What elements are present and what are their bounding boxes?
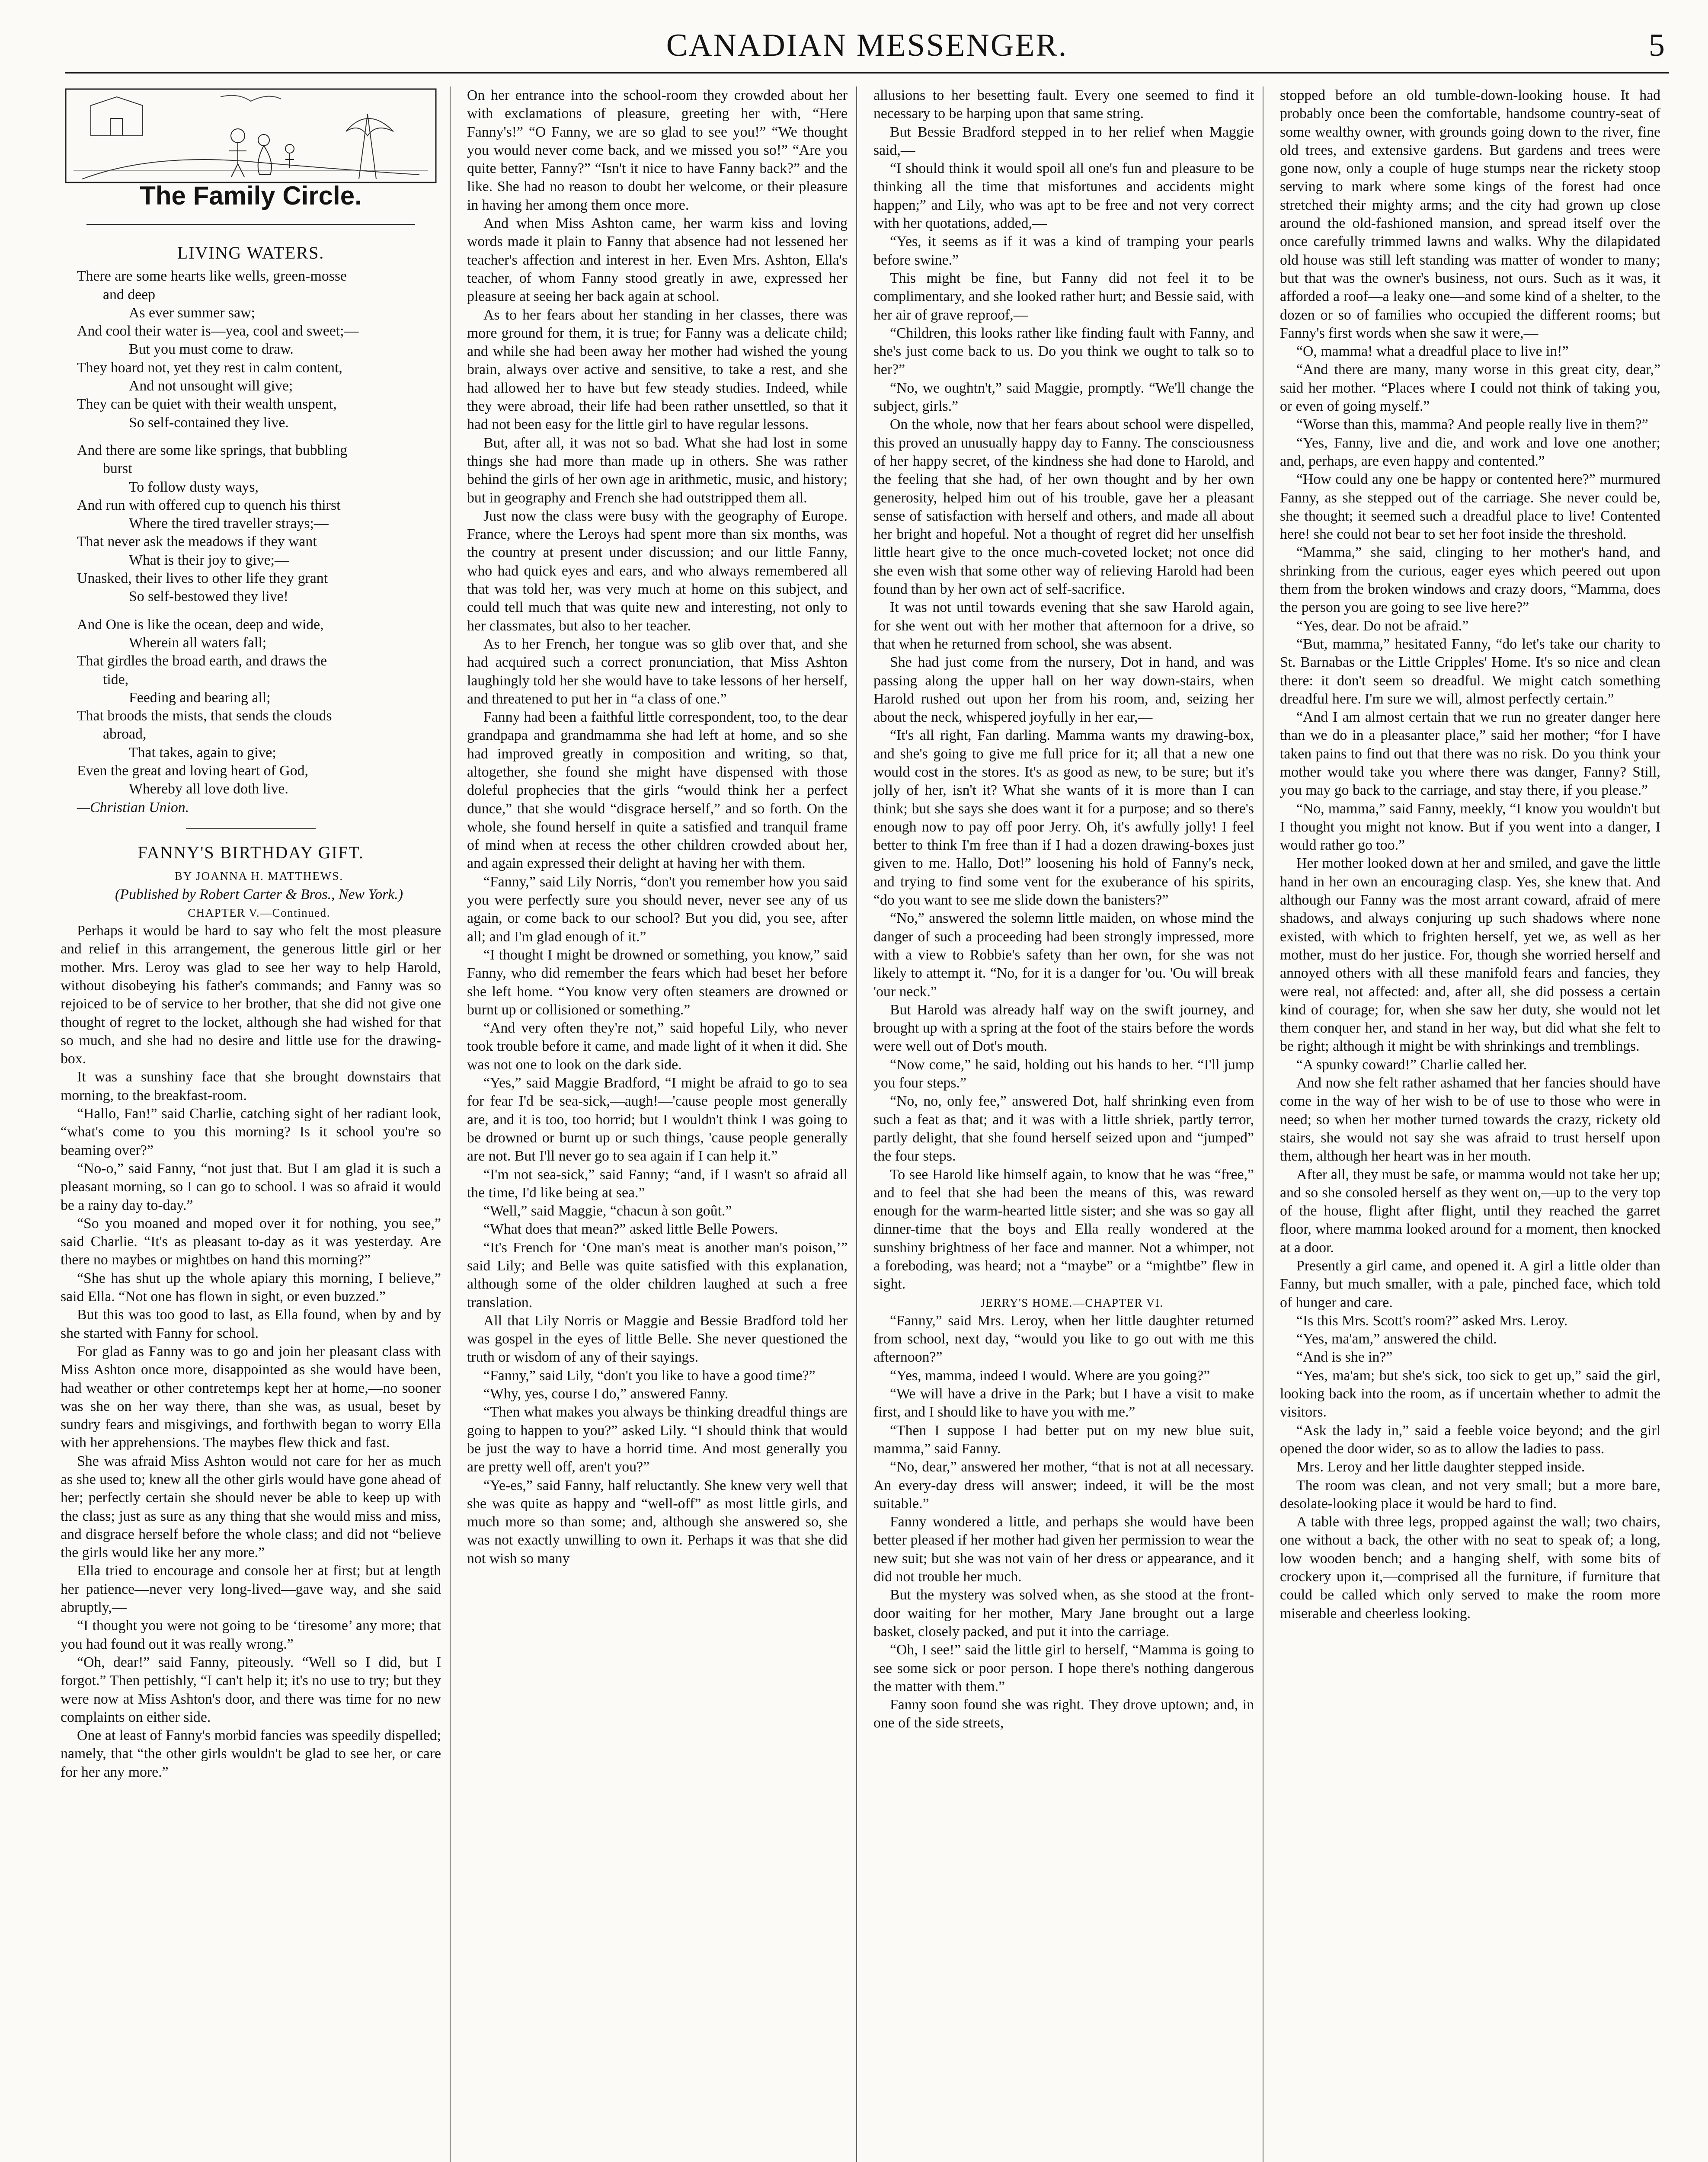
- story-paragraph: “It's French for ‘One man's meat is another man's poison,’” said Lily; and Belle was quite satisfied with this explanation, although some of the older children laughed at such a free translation.: [467, 1239, 848, 1311]
- story-paragraph: All that Lily Norris or Maggie and Bessie Bradford told her was gospel in the eyes of little Belle. She never questioned the truth or wisdom of any of their sayings.: [467, 1312, 848, 1366]
- story-paragraph: “So you moaned and moped over it for nothing, you see,” said Charlie. “It's as pleasant to-day as it was yesterday. Are there no maybes or mightbes on hand this morning?”: [61, 1215, 441, 1268]
- column-4: [1280, 86, 1660, 2162]
- poem-line: And run with offered cup to quench his thirst: [77, 497, 341, 513]
- poem-title: LIVING WATERS.: [177, 243, 325, 262]
- story-paragraph: One at least of Fanny's morbid fancies was speedily dispelled; namely, that “the other girls wouldn't be glad to see her, or care for her any more.”: [61, 1727, 441, 1780]
- story-paragraph: She had just come from the nursery, Dot in hand, and was passing along the upper hall on her way down-stairs, when Harold rushed out upon her from his room, and, seizing her about the neck, whispered joyfully in her ear,—: [873, 654, 1254, 726]
- story-paragraph: “We will have a drive in the Park; but I have a visit to make first, and I should like to have you with me.”: [873, 1386, 1254, 1420]
- poem-line: But you must come to draw.: [129, 341, 294, 358]
- poem-line: [61, 606, 441, 616]
- story-paragraph: “Now come,” he said, holding out his hands to her. “I'll jump you four steps.”: [873, 1056, 1254, 1091]
- story-paragraph: The room was clean, and not very small; but a more bare, desolate-looking place it would be hard to find.: [1280, 1477, 1660, 1512]
- story-paragraph: “No, mamma,” said Fanny, meekly, “I know you wouldn't but I thought you might not know. But if you went into a danger, I would rather go too.”: [1280, 800, 1660, 854]
- poem-body: [61, 267, 441, 798]
- story-paragraph: Ella tried to encourage and console her at first; but at length her patience—never very long-lived—gave way, and she said abruptly,—: [61, 1563, 441, 1616]
- story-paragraph: “Yes, ma'am; but she's sick, too sick to get up,” said the girl, looking back into the room, as if uncertain whether to admit the visitors.: [1280, 1367, 1660, 1420]
- story-paragraph: It was a sunshiny face that she brought downstairs that morning, to the breakfast-room.: [61, 1069, 441, 1103]
- column-divider: [450, 86, 451, 2162]
- chapter-heading: CHAPTER V.—Continued.: [188, 906, 330, 919]
- story-title: FANNY'S BIRTHDAY GIFT.: [138, 842, 364, 862]
- story-paragraph: “No, no, only fee,” answered Dot, half shrinking even from such a feat as that; and it was with a little shriek, partly terror, partly delight, that she found herself seized upon and “jumped” the four steps.: [873, 1093, 1254, 1164]
- poem-line: abroad,: [103, 726, 147, 742]
- story-paragraph: “Oh, I see!” said the little girl to herself, “Mamma is going to see some sick or poor person. I hope there's nothing dangerous the matter with them.”: [873, 1642, 1254, 1695]
- section-rule: [186, 828, 316, 829]
- story-paragraph: But, after all, it was not so bad. What she had lost in some things she had more than made up in others. She was rather behind the girls of her own age in arithmetic, music, and history; but in geography and French she had outstripped them all.: [467, 435, 848, 506]
- story-paragraph: It was not until towards evening that she saw Harold again, for she went out with her mother that afternoon for a drive, so that when he returned from school, she was absent.: [873, 599, 1254, 652]
- story-paragraph: “A spunky coward!” Charlie called her.: [1296, 1056, 1527, 1073]
- poem-line: Whereby all love doth live.: [129, 781, 288, 797]
- poem-line: That takes, again to give;: [129, 744, 276, 761]
- story-paragraph: “No,” answered the solemn little maiden, on whose mind the danger of such a proceeding had been strongly impressed, more with a view to Robbie's safety than her own, for she was not likely to attempt it. “No, for it is a danger for 'ou. 'Ou will break 'our neck.”: [873, 910, 1254, 1000]
- poem-line: And One is like the ocean, deep and wide,: [77, 616, 324, 633]
- story-paragraph: “She has shut up the whole apiary this morning, I believe,” said Ella. “Not one has flown in sight, or even buzzed.”: [61, 1270, 441, 1305]
- poem-line: That broods the mists, that sends the clouds: [77, 708, 332, 724]
- poem-line: tide,: [103, 671, 129, 688]
- story-paragraph: As to her fears about her standing in her classes, there was more ground for them, it is true; for Fanny was a delicate child; and while she had been away her mother had wished the young brain, always over active and sensitive, to take a rest, and she had allowed her to have but few steady studies. Indeed, while they were abroad, their life had been rather unsettled, so that it had not been easy for the little girl to have regular lessons.: [467, 307, 848, 433]
- story-paragraph: “Ask the lady in,” said a feeble voice beyond; and the girl opened the door wider, so as to allow the ladies to pass.: [1280, 1422, 1660, 1457]
- story-paragraph: “And very often they're not,” said hopeful Lily, who never took trouble before it came, and made light of it when it did. She was not one to look on the dark side.: [467, 1020, 848, 1073]
- family-circle-title: The Family Circle.: [140, 181, 362, 210]
- banner-rule: [86, 224, 415, 225]
- story-paragraph: “I thought you were not going to be ‘tiresome’ any more; that you had found out it was really wrong.”: [61, 1618, 441, 1652]
- chapter-vi-heading: JERRY'S HOME.—CHAPTER VI.: [980, 1296, 1164, 1309]
- column-2-text: [467, 86, 848, 1568]
- story-paragraph: “I should think it would spoil all one's fun and pleasure to be thinking all the time that misfortunes and accidents might happen;” and Lily, who was apt to be free and not very correct with her quotations, added,—: [873, 160, 1254, 232]
- story-paragraph: “Mamma,” she said, clinging to her mother's hand, and shrinking from the curious, eager eyes which peered out upon them from the broken windows and crazy doors, “Mamma, does the person you are going to see live here?”: [1280, 544, 1660, 616]
- column-2: [467, 86, 848, 2162]
- story-paragraph: Fanny had been a faithful little correspondent, too, to the dear grandpapa and grandmamma she had left at home, and so she had improved greatly in composition and writing, so that, altogether, she found she might have dispensed with those doleful prophecies that the girls “would think her a perfect dunce,” that she would “disgrace herself,” and so forth. On the whole, she found herself in quite a satisfied and tranquil frame of mind when at recess the other children crowded about her, and again expressed their delight at having her with them.: [467, 709, 848, 872]
- column-1-text: [61, 922, 441, 1781]
- story-paragraph: “It's all right, Fan darling. Mamma wants my drawing-box, and she's going to give me full price for it; all that a new one would cost in the stores. It's as good as new, to be sure; but it's jolly of her, isn't it? What she wants of it is more than I can think; but she says she does want it for a purpose; and so there's enough now to pay off poor Jerry. Oh, it's awfully jolly! I feel better to think I'm free than if I had a dozen drawing-boxes just given to me. Hallo, Dot!” loosening his hold of Fanny's neck, and trying to find some vent for the exuberance of his spirits, “do you want to see me slide down the banisters?”: [873, 727, 1254, 908]
- story-paragraph: “Then what makes you always be thinking dreadful things are going to happen to you?” asked Lily. “I should think that would be just the way to have a horrid time. And most generally you are pretty well off, aren't you?”: [467, 1404, 848, 1475]
- story-paragraph: “Yes, it seems as if it was a kind of tramping your pearls before swine.”: [873, 233, 1254, 268]
- story-paragraph: “Yes, dear. Do not be afraid.”: [1296, 617, 1469, 634]
- poem-line: Unasked, their lives to other life they grant: [77, 570, 328, 587]
- family-scene-illustration: [61, 86, 441, 185]
- story-paragraph: stopped before an old tumble-down-looking house. It had probably once been the comfortable, handsome country-seat of some wealthy owner, with grounds going down to the river, fine old trees, and extensive gardens. But gardens and trees were gone now, only a couple of huge stumps near the rickety stoop serving to mark where some kings of the forest had once stretched their mighty arms; and the city had grown up close around the old-fashioned mansion, and spread itself over the once carefully trimmed lawns and walks. Why the dilapidated old house was still left standing was matter of wonder to many; but that was the owner's business, not ours. Such as it was, it afforded a roof—a leaky one—and some kind of a shelter, to the dozen or so of families who occupied the different rooms; but Fanny's first words when she saw it were,—: [1280, 87, 1660, 341]
- page-number: 5: [1649, 28, 1665, 63]
- story-paragraph: “Then I suppose I had better put on my new blue suit, mamma,” said Fanny.: [873, 1422, 1254, 1457]
- poem-line: So self-bestowed they live!: [129, 588, 288, 605]
- story-paragraph: On the whole, now that her fears about school were dispelled, this proved an unusually happy day to Fanny. The consciousness of her happy secret, of the kindness she had done to Harold, and the feeling that she had, of her own thought and by her own generosity, helped him out of his trouble, gave her a pleasant sense of satisfaction with herself and others, and made all about her bright and hopeful. Not a thought of regret did her unselfish little heart give to the once much-coveted locket; not once did she even wish that some other way of relieving Harold had been found than by her own act of self-sacrifice.: [873, 416, 1254, 598]
- story-paragraph: And when Miss Ashton came, her warm kiss and loving words made it plain to Fanny that absence had not lessened her teacher's affection and interest in her. Even Mrs. Ashton, Ella's teacher, of whom Fanny stood greatly in awe, expressed her pleasure at seeing her back again at school.: [467, 215, 848, 305]
- story-paragraph: Presently a girl came, and opened it. A girl a little older than Fanny, but much smaller, with a pale, pinched face, which told of hunger and care.: [1280, 1258, 1660, 1311]
- story-paragraph: On her entrance into the school-room they crowded about her with exclamations of pleasure, greeting her with, “Here Fanny's!” “O Fanny, we are so glad to see you!” “We thought you would never come back, and we missed you so!” “Are you quite better, Fanny?” “Isn't it nice to have Fanny back?” and the like. She had no reason to doubt her welcome, or their pleasure in having her among them once more.: [467, 87, 848, 213]
- story-paragraph: She was afraid Miss Ashton would not care for her as much as she used to; knew all the other girls would have gone ahead of her; perfectly certain she should never be able to keep up with the class; just as sure as any thing that she would miss and miss, and disgrace herself before the whole class; and did not “believe the girls would like her any more.”: [61, 1453, 441, 1561]
- story-paragraph: “No-o,” said Fanny, “not just that. But I am glad it is such a pleasant morning, so I can go to school. I was so afraid it would be a rainy day to-day.”: [61, 1160, 441, 1213]
- story-paragraph: Mrs. Leroy and her little daughter stepped inside.: [1296, 1459, 1585, 1475]
- story-paragraph: “Yes,” said Maggie Bradford, “I might be afraid to go to sea for fear I'd be sea-sick,—augh!—'cause people most generally are, and it is too, too horrid; but I wouldn't think I was going to be drowned or burnt up or such things, 'cause people generally are not. But I'll never go to sea again if I can help it.”: [467, 1075, 848, 1164]
- story-paragraph: “But, mamma,” hesitated Fanny, “do let's take our charity to St. Barnabas or the Little Cripples' Home. It's so nice and clean there: it don't seem so dreadful. We might catch something dreadful here. I'm sure we will, almost perfectly certain.”: [1280, 636, 1660, 707]
- masthead-rule: [65, 72, 1669, 74]
- publisher-note: (Published by Robert Carter & Bros., New York.): [115, 886, 403, 902]
- poem-line: Wherein all waters fall;: [129, 634, 267, 651]
- story-paragraph: “Oh, dear!” said Fanny, piteously. “Well so I did, but I forgot.” Then pettishly, “I can't help it; it's no use to try; but they were now at Miss Ashton's door, and there was time for no new complaints on either side.: [61, 1654, 441, 1725]
- poem-line: And not unsought will give;: [129, 378, 293, 394]
- story-paragraph: allusions to her besetting fault. Every one seemed to find it necessary to be harping upon that same string.: [873, 87, 1254, 122]
- poem-line: And cool their water is—yea, cool and sweet;—: [77, 323, 359, 339]
- story-paragraph: Fanny wondered a little, and perhaps she would have been better pleased if her mother had given her permission to wear the new suit; but she was not vain of her dress or appearance, and it did not trouble her much.: [873, 1514, 1254, 1585]
- poem-line: Even the great and loving heart of God,: [77, 763, 308, 779]
- story-paragraph: “Yes, Fanny, live and die, and work and love one another; and, perhaps, are even happy and contented.”: [1280, 435, 1660, 469]
- poem-line: That girdles the broad earth, and draws the: [77, 653, 327, 669]
- story-paragraph: “Why, yes, course I do,” answered Fanny.: [483, 1386, 729, 1402]
- story-paragraph: “What does that mean?” asked little Belle Powers.: [483, 1221, 778, 1238]
- poem-line: And there are some like springs, that bubbling: [77, 442, 348, 458]
- story-paragraph: Perhaps it would be hard to say who felt the most pleasure and relief in this arrangement, the generous little girl or her mother. Mrs. Leroy was glad to see her way to help Harold, without disobeying his father's commands; and Fanny was so rejoiced to be of service to her brother, that she did not give one thought of regret to the locket, although she had wished for that so much, and she had no desire and little use for the drawing-box.: [61, 923, 441, 1067]
- story-paragraph: “And is she in?”: [1296, 1349, 1393, 1366]
- story-paragraph: “Hallo, Fan!” said Charlie, catching sight of her radiant look, “what's come to you this morning? Is it school you're so beaming over?”: [61, 1106, 441, 1158]
- story-paragraph: “Yes, ma'am,” answered the child.: [1296, 1331, 1497, 1347]
- story-paragraph: “No, we oughtn't,” said Maggie, promptly. “We'll change the subject, girls.”: [873, 380, 1254, 415]
- poem-line: That never ask the meadows if they want: [77, 534, 317, 550]
- story-paragraph: “And I am almost certain that we run no greater danger here than we do in a pleasanter place,” said her mother; “for I have taken pains to find out that there was no risk. Do you think your mother would take you where there was danger, Fanny? Still, you may go back to the carriage, and stay there, if you please.”: [1280, 709, 1660, 799]
- story-paragraph: “Ye-es,” said Fanny, half reluctantly. She knew very well that she was quite as happy and “well-off” as most little girls, and much more so than some; and, although she answered so, she was not exactly unwilling to own it. Perhaps it was that she did not wish so many: [467, 1477, 848, 1567]
- story-paragraph: “And there are many, many worse in this great city, dear,” said her mother. “Places where I could not think of taking you, or even of going myself.”: [1280, 361, 1660, 415]
- story-paragraph: “Children, this looks rather like finding fault with Fanny, and she's just come back to us. Do you think we ought to talk so to her?”: [873, 325, 1254, 378]
- story-paragraph: Fanny soon found she was right. They drove uptown; and, in one of the side streets,: [873, 1697, 1254, 1731]
- story-paragraph: “No, dear,” answered her mother, “that is not at all necessary. An every-day dress will answer; indeed, it will be the most suitable.”: [873, 1459, 1254, 1512]
- story-paragraph: “Is this Mrs. Scott's room?” asked Mrs. Leroy.: [1296, 1312, 1568, 1329]
- poem-line: and deep: [103, 286, 156, 303]
- poem-line: [61, 432, 441, 441]
- story-paragraph: “Fanny,” said Lily, “don't you like to have a good time?”: [483, 1367, 816, 1384]
- story-paragraph: “Well,” said Maggie, “chacun à son goût.”: [483, 1203, 732, 1219]
- masthead: [65, 24, 1669, 76]
- story-paragraph: “How could any one be happy or contented here?” murmured Fanny, as she stepped out of the carriage. She never could be, she thought; it seemed such a dreadful place to live! Contented here! she could not bear to set her foot inside the threshold.: [1280, 471, 1660, 543]
- story-paragraph: “Worse than this, mamma? And people really live in them?”: [1296, 416, 1648, 433]
- column-3: [873, 86, 1254, 2162]
- story-paragraph: After all, they must be safe, or mamma would not take her up; and so she consoled herself as they went on,—up to the very top of the house, flight after flight, until they reached the garret floor, where mamma looked around for a moment, then knocked at a door.: [1280, 1166, 1660, 1256]
- poem-line: They can be quiet with their wealth unspent,: [77, 396, 337, 413]
- story-paragraph: But Bessie Bradford stepped in to her relief when Maggie said,—: [873, 124, 1254, 158]
- column-3-text: [873, 86, 1254, 1294]
- story-paragraph: Her mother looked down at her and smiled, and gave the little hand in her own an encouraging clasp. Yes, she knew that. And although our Fanny was the most arrant coward, afraid of mere shadows, and always conjuring up such shadows where none existed, with which to frighten herself, yet we, as well as her mother, must do her justice. For, though she worried herself and annoyed others with all these manifold fears and fancies, they were real, not affected: and, after all, she did possess a certain kind of courage; for, when she saw her duty, she would not let them conquer her, and stand in her way, but did what she felt to be right; although it might be with shrinkings and tremblings.: [1280, 855, 1660, 1055]
- story-paragraph: “Yes, mamma, indeed I would. Where are you going?”: [890, 1367, 1210, 1384]
- story-paragraph: As to her French, her tongue was so glib over that, and she had acquired such a correct pronunciation, that Miss Ashton laughingly told her she would have to take lessons of her herself, and threatened to put her in “a class of one.”: [467, 636, 848, 707]
- story-paragraph: For glad as Fanny was to go and join her pleasant class with Miss Ashton once more, disappointed as she would have been, had weather or other contretemps kept her at home,—no sooner was she on her way there, than she was, as usual, beset by sundry fears and misgivings, and forthwith began to worry Ella with her apprehensions. The maybes flew thick and fast.: [61, 1343, 441, 1451]
- story-paragraph: A table with three legs, propped against the wall; two chairs, one without a back, the other with no seat to speak of; a long, low wooden bench; and a hanging shelf, with some bits of crockery upon it,—comprised all the furniture, if furniture that could be called which only served to make the room more miserable and cheerless looking.: [1280, 1514, 1660, 1622]
- poem-line: As ever summer saw;: [129, 304, 255, 321]
- family-circle-banner: [61, 86, 441, 229]
- poem-source: —Christian Union.: [77, 799, 189, 816]
- story-paragraph: “O, mamma! what a dreadful place to live in!”: [1296, 343, 1569, 360]
- story-paragraph: But the mystery was solved when, as she stood at the front-door waiting for her mother, Mary Jane brought out a large basket, closely packed, and put it into the carriage.: [873, 1587, 1254, 1640]
- poem-line: Feeding and bearing all;: [129, 689, 271, 706]
- poem-line: Where the tired traveller strays;—: [129, 515, 329, 532]
- story-paragraph: And now she felt rather ashamed that her fancies should have come in the way of her wish to be of use to those who were in need; so when her mother turned towards the crazy, rickety old stairs, she would not say she was afraid to trust herself upon them, although her heart was in her mouth.: [1280, 1075, 1660, 1164]
- story-byline: BY JOANNA H. MATTHEWS.: [174, 870, 344, 883]
- poem-line: What is their joy to give;—: [129, 552, 289, 568]
- column-1: [61, 86, 441, 2162]
- poem-line: They hoard not, yet they rest in calm content,: [77, 359, 342, 376]
- story-paragraph: Just now the class were busy with the geography of Europe. France, where the Leroys had spent more than six months, was the country at present under discussion; and our little Fanny, who had quick eyes and ears, and who always remembered all that was told her, was very much at home on this subject, and could tell much that was quite new and interesting, not only to her classmates, but also to her teacher.: [467, 508, 848, 634]
- column-3-text-continued: [873, 1312, 1254, 1733]
- poem-line: To follow dusty ways,: [129, 479, 259, 495]
- story-paragraph: “I thought I might be drowned or something, you know,” said Fanny, who did remember the fears which had beset her before she left home. “You know very often steamers are drowned or burnt up or collisioned or something.”: [467, 947, 848, 1018]
- poem-line: There are some hearts like wells, green-mosse: [77, 268, 347, 285]
- story-paragraph: To see Harold like himself again, to know that he was “free,” and to feel that she had been the means of this, was reward enough for the warm-hearted little sister; and she was so gay all dinner-time that the boys and Ella really wondered at the sunshiny brightness of her face and manner. Not a whimper, not a foreboding, was heard; not a “maybe” or a “mightbe” flew in sight.: [873, 1166, 1254, 1292]
- story-paragraph: “I'm not sea-sick,” said Fanny; “and, if I wasn't so afraid all the time, I'd like being at sea.”: [467, 1166, 848, 1201]
- story-paragraph: “Fanny,” said Mrs. Leroy, when her little daughter returned from school, next day, “would you like to go out with me this afternoon?”: [873, 1312, 1254, 1366]
- story-paragraph: This might be fine, but Fanny did not feel it to be complimentary, and she looked rather hurt; and Bessie said, with her air of grave reproof,—: [873, 270, 1254, 323]
- story-paragraph: But this was too good to last, as Ella found, when by and by she started with Fanny for school.: [61, 1307, 441, 1341]
- story-paragraph: “Fanny,” said Lily Norris, “don't you remember how you said you were perfectly sure you should never, never see any of us again, or come back to our school? But you did, you see, after all; and I'm glad enough of it.”: [467, 873, 848, 945]
- story-paragraph: But Harold was already half way on the swift journey, and brought up with a spring at the foot of the stairs before the words were well out of Dot's mouth.: [873, 1001, 1254, 1055]
- poem-line: So self-contained they live.: [129, 414, 289, 431]
- masthead-title: CANADIAN MESSENGER.: [666, 28, 1068, 63]
- column-4-text: [1280, 86, 1660, 1623]
- poem-line: burst: [103, 461, 132, 477]
- column-divider: [856, 86, 857, 2162]
